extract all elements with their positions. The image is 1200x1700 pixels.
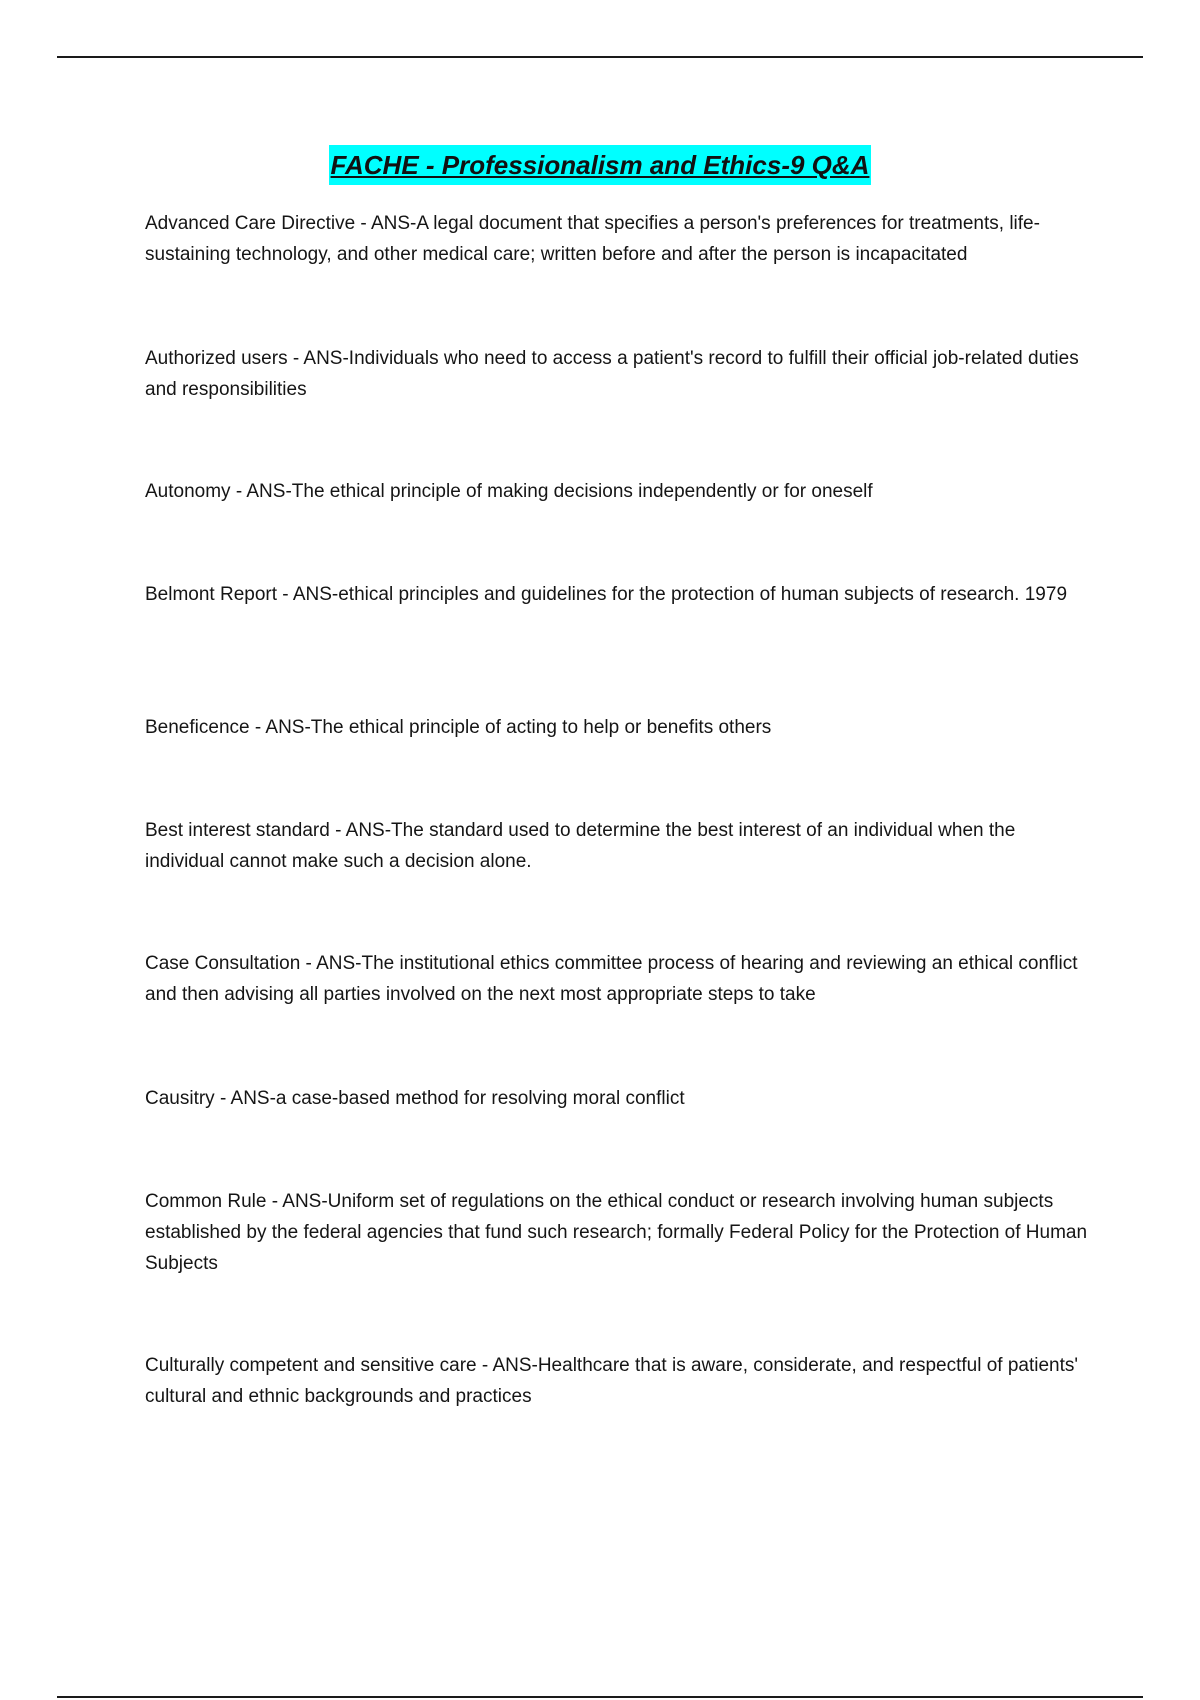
entry-advanced-care-directive: Advanced Care Directive - ANS-A legal document that specifies a person's preferences for treatments, life-sustaining technology, and other medical care; written before and after the person is incapacitated (145, 213, 1040, 265)
entry-causitry: Causitry - ANS-a case-based method for resolving moral conflict (145, 1088, 685, 1109)
header-rule (57, 56, 1143, 58)
entry-common-rule: Common Rule - ANS-Uniform set of regulations on the ethical conduct or research involving human subjects established by the federal agencies that fund such research; formally Federal Policy for the Protection of Human Subjects (145, 1191, 1088, 1274)
document-title: FACHE - Professionalism and Ethics-9 Q&A (329, 145, 872, 185)
entry-belmont-report: Belmont Report - ANS-ethical principles and guidelines for the protection of human subjects of research. 1979 (145, 584, 1068, 605)
entry-case-consultation: Case Consultation - ANS-The institutional ethics committee process of hearing and reviewing an ethical conflict and then advising all parties involved on the next most appropriate steps to take (145, 953, 1078, 1005)
entry-beneficence: Beneficence - ANS-The ethical principle of acting to help or benefits others (145, 717, 772, 738)
entry-authorized-users: Authorized users - ANS-Individuals who need to access a patient's record to fulfill their official job-related duties and responsibilities (145, 348, 1079, 400)
entry-culturally-competent-care: Culturally competent and sensitive care - ANS-Healthcare that is aware, considerate, and respectful of patients' cultural and ethnic backgrounds and practices (145, 1355, 1078, 1407)
footer-rule (57, 1696, 1143, 1698)
title-container (0, 145, 1200, 185)
entry-best-interest-standard: Best interest standard - ANS-The standard used to determine the best interest of an individual when the individual cannot make such a decision alone. (145, 820, 1016, 872)
entry-autonomy: Autonomy - ANS-The ethical principle of making decisions independently or for oneself (145, 481, 873, 502)
